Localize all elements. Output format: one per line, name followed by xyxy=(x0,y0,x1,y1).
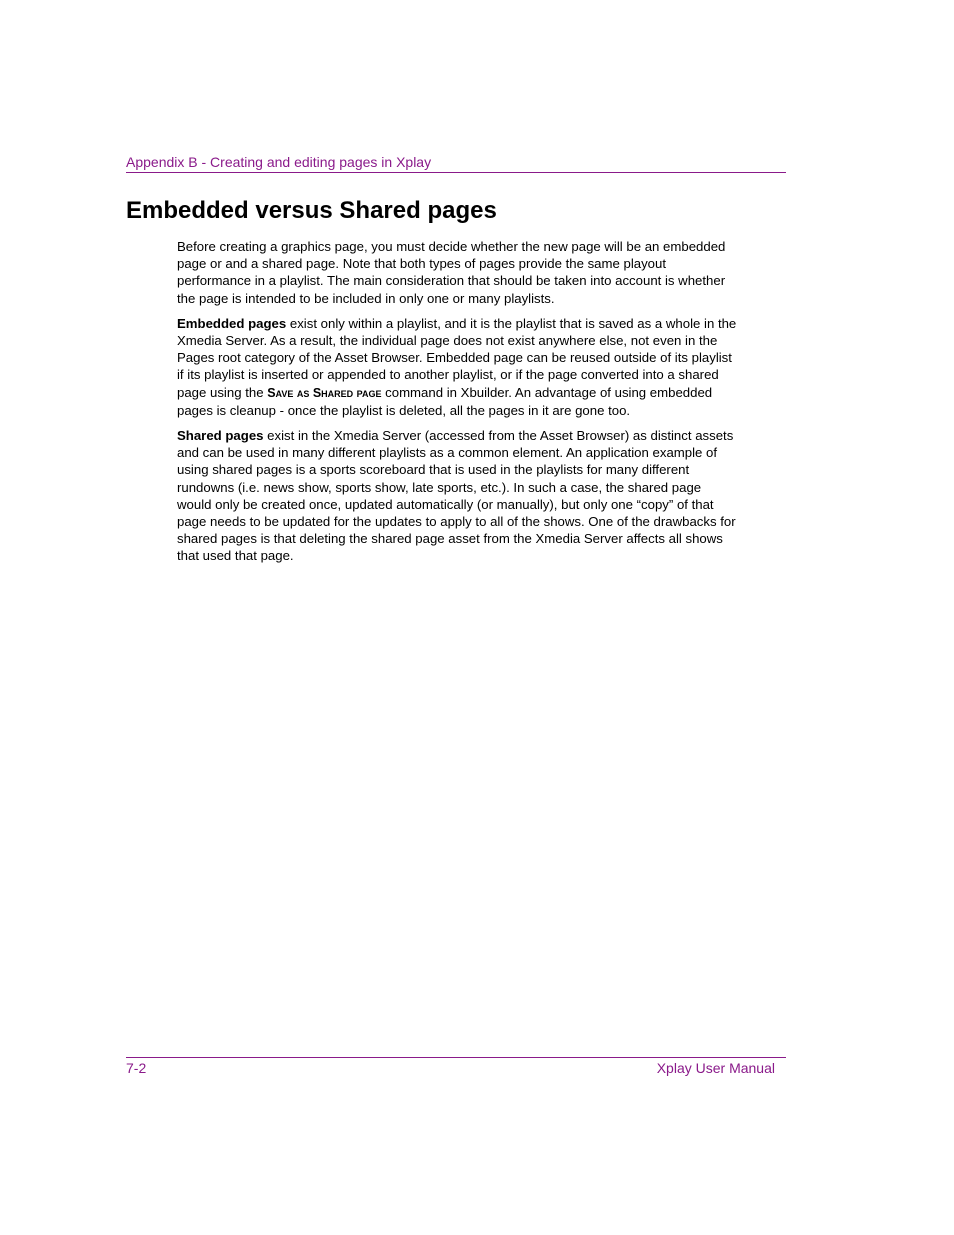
body-text xyxy=(177,238,739,573)
page-number: 7-2 xyxy=(126,1060,147,1076)
embedded-text-after: command in Xbuilder. An advantage of using embedded pages is cleanup - once the playlist is deleted, all the pages in it are gone too. xyxy=(177,384,713,418)
page-title: Embedded versus Shared pages xyxy=(126,197,497,224)
embedded-term: Embedded pages xyxy=(177,315,287,331)
header-rule xyxy=(126,172,786,173)
save-as-shared-command: Save as Shared page xyxy=(267,385,382,400)
embedded-paragraph xyxy=(177,315,739,419)
intro-paragraph: Before creating a graphics page, you must decide whether the new page will be an embedded page or and a shared page. Note that both types of pages provide the same playout performance in a playlist. The main consideration that should be taken into account is whether the page is intended to be included in only one or many playlists. xyxy=(177,239,726,306)
shared-text: exist in the Xmedia Server (accessed from the Asset Browser) as distinct assets and can be used in many different playlists as a common element. An application example of using shared pages is a sports scoreboard that is used in the playlists for many different rundowns (i.e. news show, sports show, late sports, etc.). In such a case, the shared page would only be created once, updated automatically (or manually), but only one “copy” of that page needs to be updated for the updates to apply to all of the shows. One of the drawbacks for shared pages is that deleting the shared page asset from the Xmedia Server affects all shows that used that page. xyxy=(177,428,736,564)
shared-paragraph xyxy=(177,427,739,565)
embedded-text-before: exist only within a playlist, and it is the playlist that is saved as a whole in the Xmedia Server. As a result, the individual page does not exist anywhere else, not even in the Pages root category of the Asset Browser. Embedded page can be reused outside of its playlist if its playlist is inserted or appended to another playlist, or if the page converted into a shared page using the xyxy=(177,315,737,400)
footer-rule xyxy=(126,1057,786,1058)
manual-title: Xplay User Manual xyxy=(656,1060,775,1076)
running-header: Appendix B - Creating and editing pages in Xplay xyxy=(126,154,432,170)
shared-term: Shared pages xyxy=(177,428,264,444)
